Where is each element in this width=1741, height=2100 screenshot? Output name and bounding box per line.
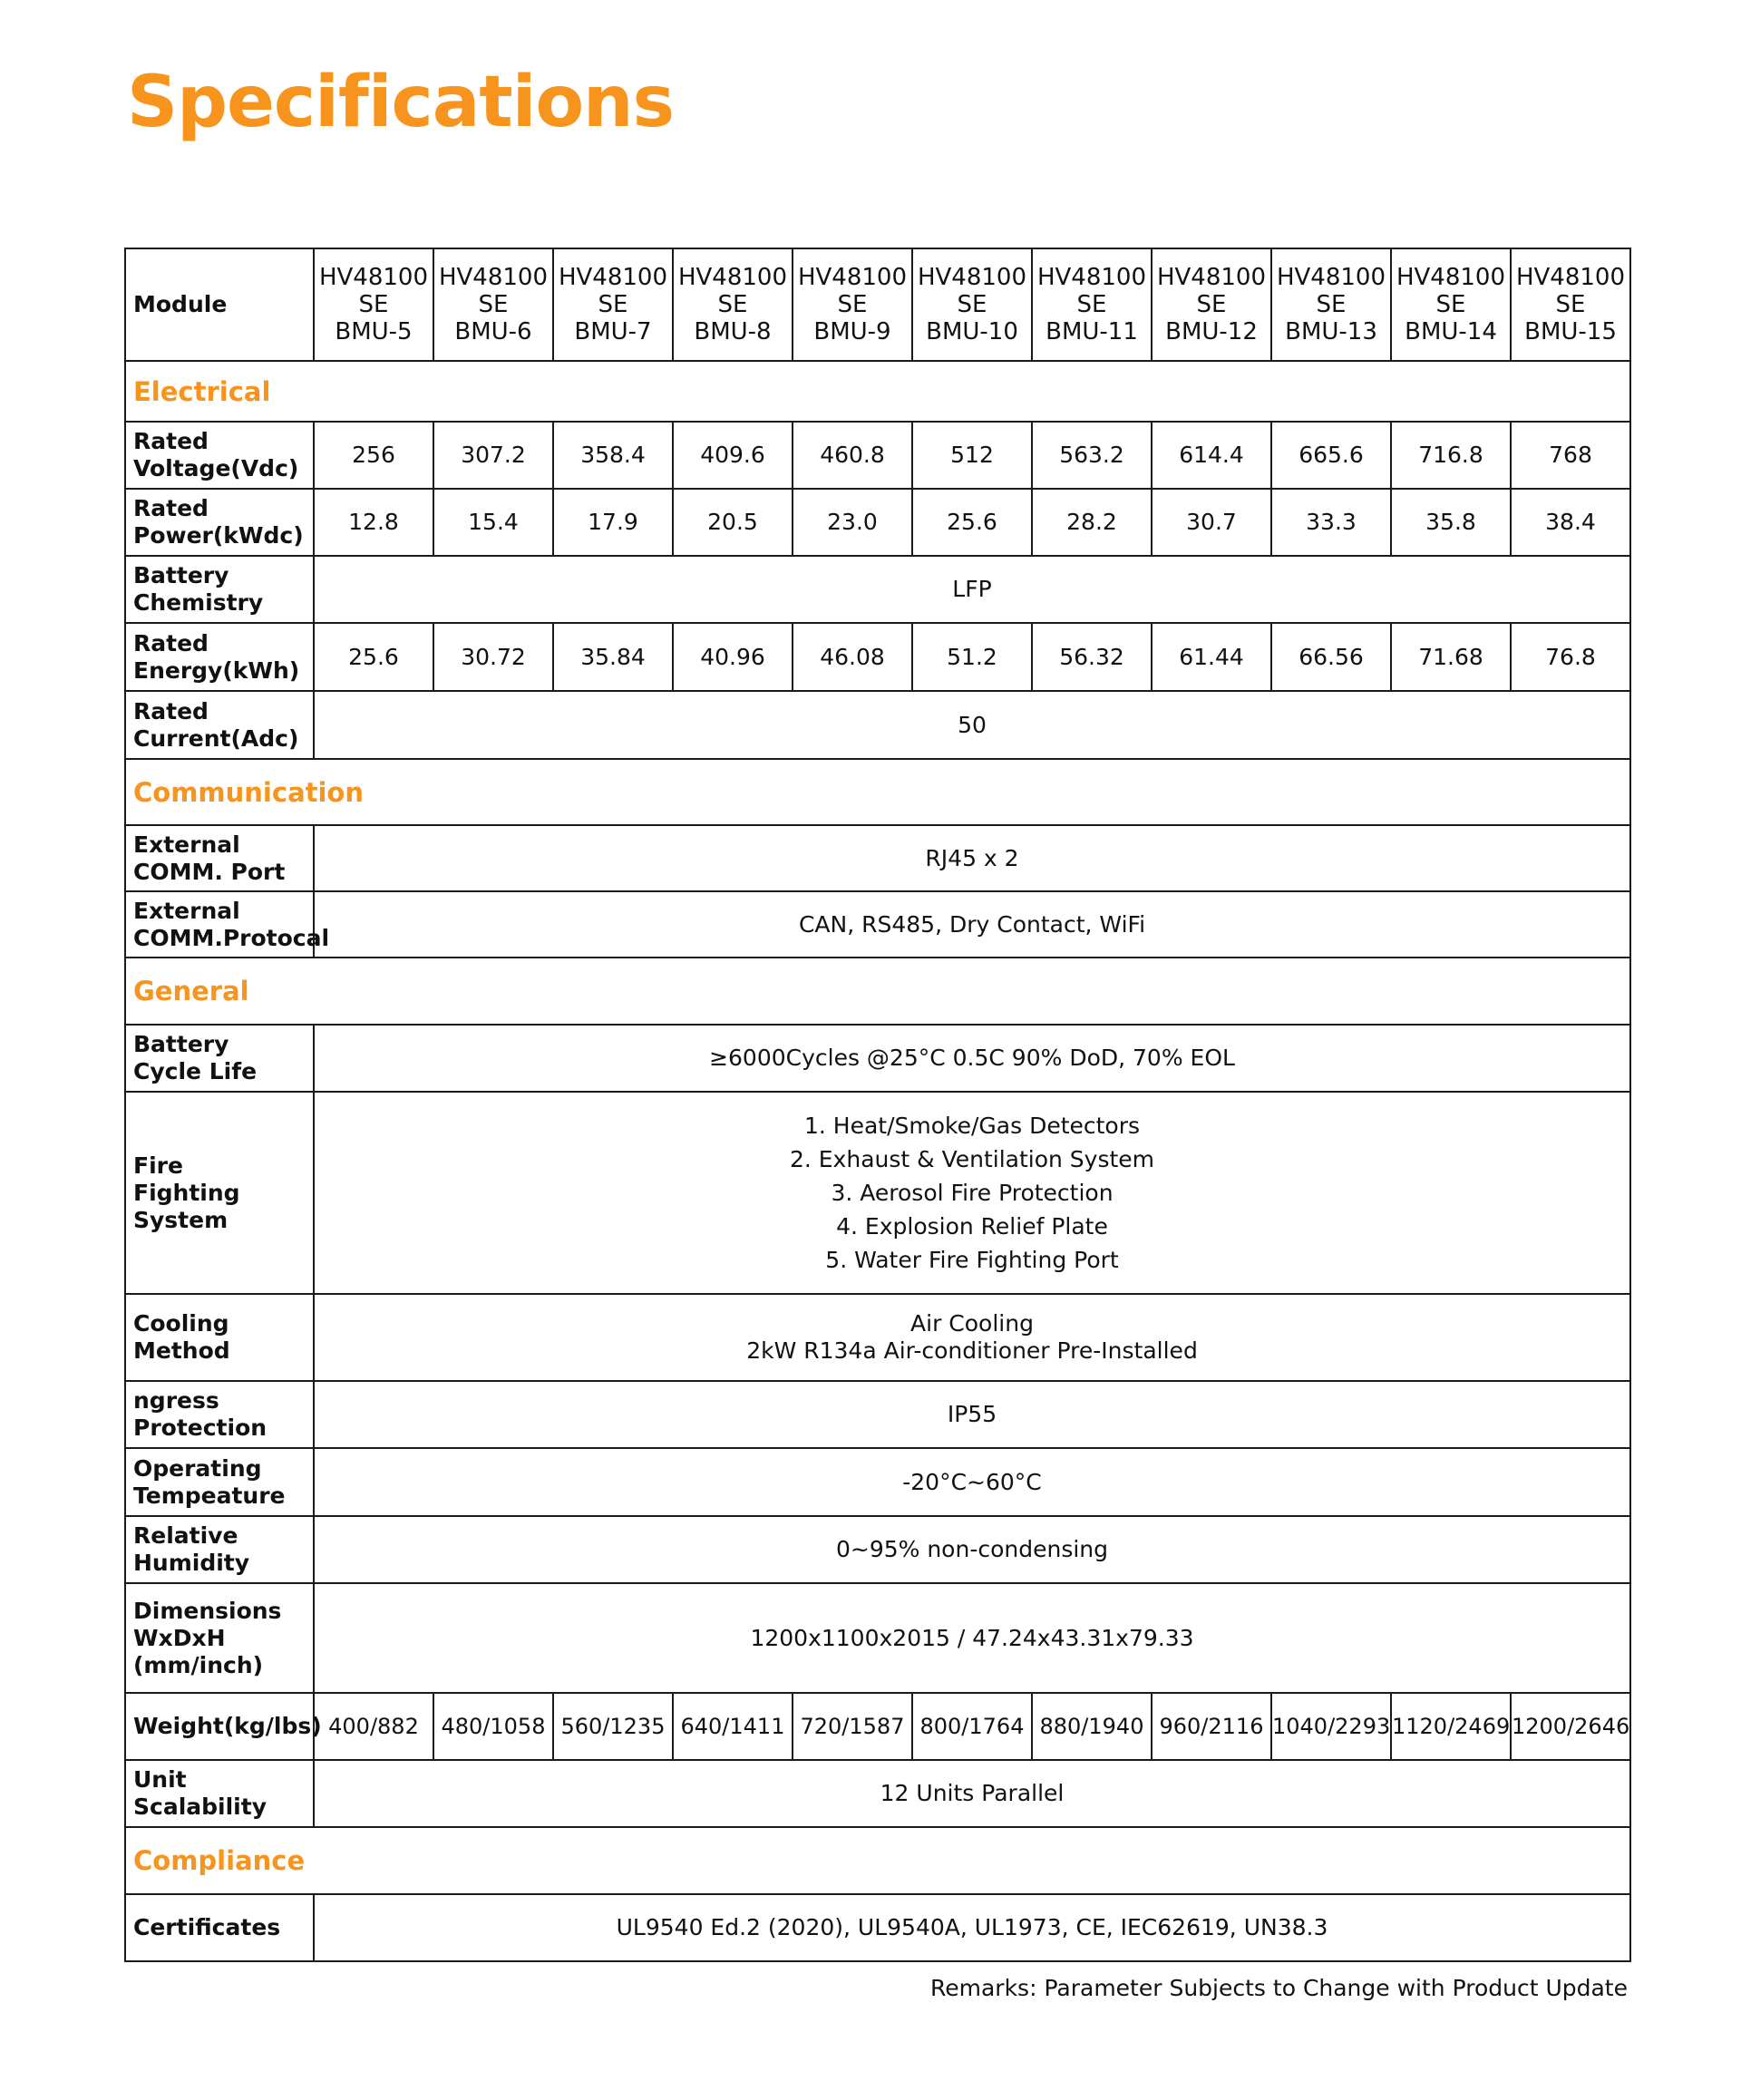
table-row-weight (125, 1693, 1630, 1760)
table-cell: 358.4 (553, 422, 673, 489)
remarks-note: Remarks: Parameter Subjects to Change with Product Update (930, 1975, 1628, 2001)
table-cell: 0~95% non-condensing (314, 1516, 1630, 1583)
row-label: Certificates (133, 1914, 281, 1940)
row-label: Cooling Method (133, 1310, 230, 1364)
table-cell: 460.8 (793, 422, 912, 489)
table-row-cooling (125, 1294, 1630, 1381)
table-cell: 400/882 (314, 1693, 433, 1760)
model-header: HV48100 SE BMU-15 (1511, 248, 1630, 361)
table-cell: 480/1058 (433, 1693, 553, 1760)
table-cell: 66.56 (1271, 623, 1391, 691)
table-cell: 800/1764 (912, 1693, 1032, 1760)
table-cell: 20.5 (673, 489, 793, 556)
table-cell: 40.96 (673, 623, 793, 691)
model-header: HV48100 SE BMU-5 (314, 248, 433, 361)
table-cell: 614.4 (1152, 422, 1271, 489)
model-header: HV48100 SE BMU-8 (673, 248, 793, 361)
table-cell: 720/1587 (793, 1693, 912, 1760)
table-row-rated-current (125, 691, 1630, 759)
page-title: Specifications (127, 62, 674, 143)
table-cell: 25.6 (314, 623, 433, 691)
table-cell: RJ45 x 2 (314, 825, 1630, 891)
model-header: HV48100 SE BMU-7 (553, 248, 673, 361)
row-label: Battery Chemistry (133, 562, 264, 616)
table-cell: LFP (314, 556, 1630, 623)
table-cell: 12 Units Parallel (314, 1760, 1630, 1827)
table-cell: 880/1940 (1032, 1693, 1152, 1760)
row-label: Dimensions WxDxH (mm/inch) (133, 1597, 282, 1678)
table-row-scalability (125, 1760, 1630, 1827)
table-cell: 768 (1511, 422, 1630, 489)
section-row-compliance (125, 1827, 1630, 1894)
table-cell: 665.6 (1271, 422, 1391, 489)
table-cell: 30.72 (433, 623, 553, 691)
table-cell: IP55 (314, 1381, 1630, 1448)
section-title-electrical: Electrical (125, 361, 1630, 422)
table-cell: 12.8 (314, 489, 433, 556)
table-cell: 25.6 (912, 489, 1032, 556)
table-cell: 23.0 (793, 489, 912, 556)
row-label: Rated Voltage(Vdc) (133, 428, 299, 481)
table-cell: 71.68 (1391, 623, 1511, 691)
table-cell: 35.84 (553, 623, 673, 691)
table-cell: 33.3 (1271, 489, 1391, 556)
table-row-ingress (125, 1381, 1630, 1448)
row-label: Operating Tempeature (133, 1454, 286, 1509)
table-row-rated-energy (125, 623, 1630, 691)
table-cell: 30.7 (1152, 489, 1271, 556)
table-cell: 560/1235 (553, 1693, 673, 1760)
row-label: Unit Scalability (133, 1766, 267, 1820)
table-cell: 1200x1100x2015 / 47.24x43.31x79.33 (314, 1583, 1630, 1693)
table-cell: 256 (314, 422, 433, 489)
table-cell: 1120/2469 (1391, 1693, 1511, 1760)
table-cell: 1. Heat/Smoke/Gas Detectors 2. Exhaust & Ventilation System 3. Aerosol Fire Protection 4. Explosion Relief Plate 5. Water Fire Fighting Port (314, 1092, 1630, 1294)
table-cell: 1040/2293 (1271, 1693, 1391, 1760)
table-cell: UL9540 Ed.2 (2020), UL9540A, UL1973, CE, IEC62619, UN38.3 (314, 1894, 1630, 1961)
table-cell: CAN, RS485, Dry Contact, WiFi (314, 891, 1630, 958)
table-cell: 512 (912, 422, 1032, 489)
table-cell: 716.8 (1391, 422, 1511, 489)
row-label: Rated Energy(kWh) (133, 629, 300, 684)
table-cell: 61.44 (1152, 623, 1271, 691)
table-row-operating-temp (125, 1448, 1630, 1516)
table-cell: 38.4 (1511, 489, 1630, 556)
table-row-dimensions (125, 1583, 1630, 1693)
table-cell: 409.6 (673, 422, 793, 489)
table-cell: 1200/2646 (1511, 1693, 1630, 1760)
model-header: HV48100 SE BMU-6 (433, 248, 553, 361)
table-row-humidity (125, 1516, 1630, 1583)
table-row-comm-port (125, 825, 1630, 891)
table-row-rated-power (125, 489, 1630, 556)
table-row-cycle-life (125, 1025, 1630, 1092)
table-row-rated-voltage (125, 422, 1630, 489)
row-label: External COMM.Protocal (133, 897, 330, 951)
section-row-communication (125, 759, 1630, 825)
model-header: HV48100 SE BMU-12 (1152, 248, 1271, 361)
spec-table (124, 248, 1631, 1962)
row-label: Rated Current(Adc) (133, 697, 299, 752)
row-label: Rated Power(kWdc) (133, 495, 304, 549)
table-cell: 46.08 (793, 623, 912, 691)
table-row-certificates (125, 1894, 1630, 1961)
section-title-communication: Communication (125, 759, 1630, 825)
model-header: HV48100 SE BMU-9 (793, 248, 912, 361)
table-cell: 640/1411 (673, 1693, 793, 1760)
row-label: Fire Fighting System (133, 1152, 240, 1233)
section-title-compliance: Compliance (125, 1827, 1630, 1894)
header-row (125, 248, 1630, 361)
table-cell: 17.9 (553, 489, 673, 556)
table-row-battery-chemistry (125, 556, 1630, 623)
table-row-fire-fighting (125, 1092, 1630, 1294)
model-header: HV48100 SE BMU-10 (912, 248, 1032, 361)
table-cell: ≥6000Cycles @25°C 0.5C 90% DoD, 70% EOL (314, 1025, 1630, 1092)
table-cell: 15.4 (433, 489, 553, 556)
table-cell: 35.8 (1391, 489, 1511, 556)
table-cell: 56.32 (1032, 623, 1152, 691)
table-row-comm-protocol (125, 891, 1630, 958)
model-header: HV48100 SE BMU-11 (1032, 248, 1152, 361)
table-cell: 50 (314, 691, 1630, 759)
row-label: Weight(kg/lbs) (133, 1713, 322, 1739)
row-label: Battery Cycle Life (133, 1031, 258, 1084)
model-header: HV48100 SE BMU-14 (1391, 248, 1511, 361)
table-cell: Air Cooling 2kW R134a Air-conditioner Pre-Installed (314, 1294, 1630, 1381)
row-label: ngress Protection (133, 1387, 267, 1441)
table-cell: 76.8 (1511, 623, 1630, 691)
table-cell: 563.2 (1032, 422, 1152, 489)
model-header: HV48100 SE BMU-13 (1271, 248, 1391, 361)
table-cell: 960/2116 (1152, 1693, 1271, 1760)
table-cell: 51.2 (912, 623, 1032, 691)
table-cell: 28.2 (1032, 489, 1152, 556)
section-row-general (125, 958, 1630, 1025)
section-title-general: General (125, 958, 1630, 1025)
table-cell: -20°C~60°C (314, 1448, 1630, 1516)
row-label: External COMM. Port (133, 831, 286, 885)
section-row-electrical (125, 361, 1630, 422)
module-label: Module (125, 248, 314, 361)
table-cell: 307.2 (433, 422, 553, 489)
row-label: Relative Humidity (133, 1522, 250, 1576)
